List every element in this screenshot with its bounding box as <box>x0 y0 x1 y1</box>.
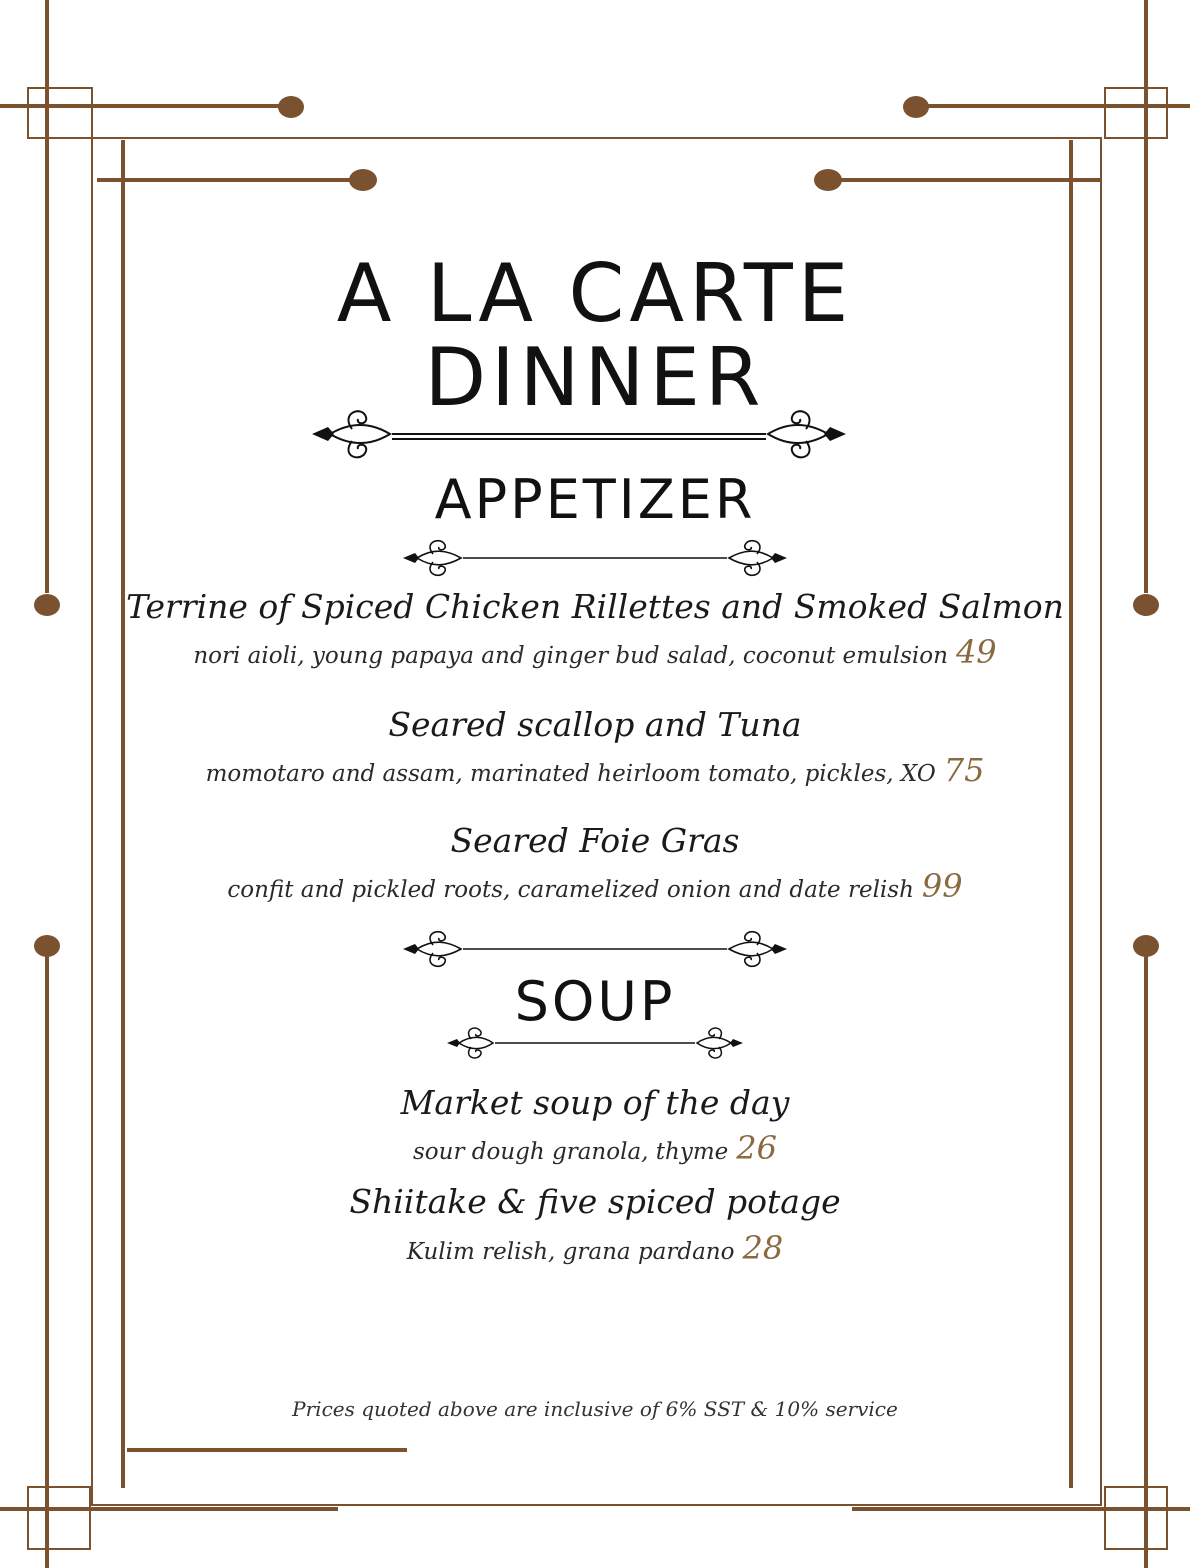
menu-title-line2: DINNER <box>424 331 766 424</box>
section-heading-soup: SOUP <box>514 970 676 1033</box>
menu-title-line1: A LA CARTE <box>336 247 854 340</box>
pricing-note: Prices quoted above are inclusive of 6% SST & 10% service <box>292 1397 898 1421</box>
scroll-flourish-divider-icon <box>447 1024 743 1062</box>
dish-description-line <box>0 634 1190 674</box>
dish-description: confit and pickled roots, caramelized onion and date relish <box>227 877 914 903</box>
scroll-flourish-divider-icon <box>403 927 787 971</box>
dish-description: Kulim relish, grana pardano <box>406 1239 735 1265</box>
dish-description-line <box>0 752 1190 792</box>
dish-description-line <box>0 1230 1190 1270</box>
dish-name: Seared scallop and Tuna <box>388 705 802 744</box>
dish-name: Terrine of Spiced Chicken Rillettes and Smoked Salmon <box>126 587 1064 626</box>
dish-name: Market soup of the day <box>400 1083 790 1122</box>
dish-price: 28 <box>742 1229 784 1267</box>
scroll-flourish-divider-icon <box>403 536 787 580</box>
scroll-flourish-divider-icon <box>312 403 846 465</box>
dish-price: 26 <box>736 1129 777 1167</box>
dish-description-line <box>0 868 1190 908</box>
dish-name: Shiitake & five spiced potage <box>349 1182 841 1221</box>
dish-description: momotaro and assam, marinated heirloom tomato, pickles, XO <box>205 761 936 787</box>
dish-description: sour dough granola, thyme <box>413 1139 729 1165</box>
dish-price: 99 <box>921 867 963 905</box>
dish-description: nori aioli, young papaya and ginger bud salad, coconut emulsion <box>193 643 948 669</box>
dish-price: 49 <box>955 633 997 671</box>
dish-price: 75 <box>943 751 985 789</box>
dish-description-line <box>0 1130 1190 1170</box>
dish-name: Seared Foie Gras <box>450 821 740 860</box>
section-heading-appetizer: APPETIZER <box>434 468 756 531</box>
